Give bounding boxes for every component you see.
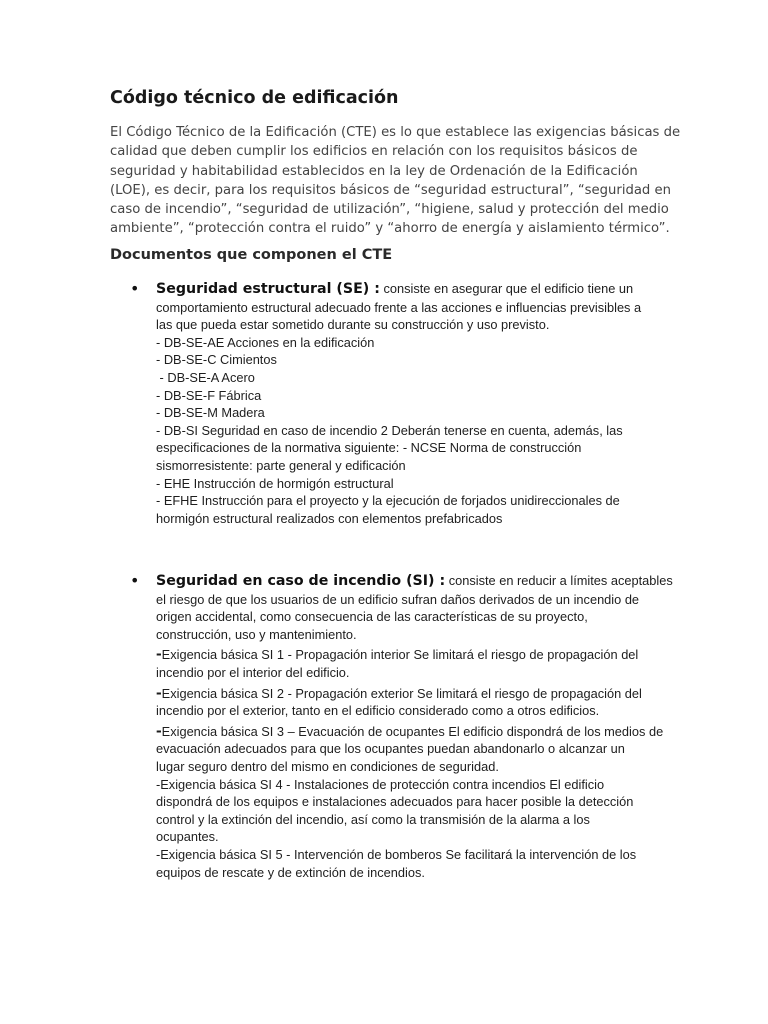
section-se-line: - EFHE Instrucción para el proyecto y la ejecución de forjados unidireccionales de <box>156 493 620 509</box>
section-se-line: sismorresistente: parte general y edificación <box>156 457 406 473</box>
intro-line: ambiente”, “protección contra el ruido” y “ahorro de energía y aislamiento térmico”. <box>110 221 670 237</box>
si1-line <box>156 646 666 664</box>
si3-line <box>156 720 666 741</box>
si3-line: evacuación adecuados para que los ocupantes puedan abandonarlo o alcanzar un <box>156 741 625 757</box>
section-si-line: construcción, uso y mantenimiento. <box>156 626 357 642</box>
intro-paragraph <box>110 123 681 239</box>
si1-text: Exigencia básica SI 1 - Propagación interior Se limitará el riesgo de propagación del <box>161 647 639 663</box>
si3-text: Exigencia básica SI 3 – Evacuación de ocupantes El edificio dispondrá de los medios de <box>161 723 664 739</box>
si4-line: -Exigencia básica SI 4 - Instalaciones de protección contra incendios El edificio <box>156 776 605 792</box>
section-si-line: el riesgo de que los usuarios de un edificio sufran daños derivados de un incendio de <box>156 591 640 607</box>
section-se-head <box>156 280 666 299</box>
section-se-line: las que pueda estar sometido durante su construcción y uso previsto. <box>156 317 550 333</box>
intro-line: (LOE), es decir, para los requisitos básicos de “seguridad estructural”, “seguridad en <box>110 182 671 198</box>
bullet-si: • <box>130 571 140 590</box>
si3-line: lugar seguro dentro del mismo en condiciones de seguridad. <box>156 758 499 774</box>
section-se-head-text: consiste en asegurar que el edificio tiene un <box>379 281 634 296</box>
section-se-label: Seguridad estructural (SE) : <box>156 281 380 297</box>
page-title: Código técnico de edificación <box>110 88 399 108</box>
section-subtitle: Documentos que componen el CTE <box>110 247 393 263</box>
section-se-line: - DB-SE-AE Acciones en la edificación <box>156 334 375 350</box>
section-si-head <box>156 572 673 591</box>
si4-line: ocupantes. <box>156 829 219 845</box>
si2-text: Exigencia básica SI 2 - Propagación exterior Se limitará el riesgo de propagación del <box>161 685 642 701</box>
intro-line: El Código Técnico de la Edificación (CTE) es lo que establece las exigencias básicas de <box>110 125 681 140</box>
section-se-line: - DB-SE-M Madera <box>156 405 265 421</box>
si5-line: equipos de rescate y de extinción de incendios. <box>156 864 425 880</box>
intro-line: caso de incendio”, “seguridad de utilización”, “higiene, salud y protección del medio <box>110 202 669 218</box>
section-si-label: Seguridad en caso de incendio (SI) : <box>156 573 446 589</box>
section-se-line: especificaciones de la normativa siguiente: - NCSE Norma de construcción <box>156 440 582 456</box>
si3-dash: - <box>156 720 162 740</box>
section-se-line: - DB-SI Seguridad en caso de incendio 2 Deberán tenerse en cuenta, además, las <box>156 422 623 438</box>
intro-line: calidad que deben cumplir los edificios en relación con los requisitos básicos de <box>110 144 638 160</box>
section-se-line: - EHE Instrucción de hormigón estructural <box>156 475 394 491</box>
section-seguridad-estructural <box>156 280 666 527</box>
si2-line: incendio por el exterior, tanto en el edificio considerado como a otros edificios. <box>156 703 600 719</box>
intro-line: seguridad y habitabilidad establecidos en la ley de Ordenación de la Edificación <box>110 163 638 179</box>
section-se-line: comportamiento estructural adecuado frente a las acciones e influencias previsibles a <box>156 299 642 315</box>
si2-line <box>156 682 666 703</box>
si5-line: -Exigencia básica SI 5 - Intervención de bomberos Se facilitará la intervención de los <box>156 846 637 862</box>
section-seguridad-incendio <box>156 572 673 881</box>
section-si-head-text: consiste en reducir a límites aceptables <box>445 573 673 588</box>
si4-line: dispondrá de los equipos e instalaciones adecuados para hacer posible la detección <box>156 794 634 810</box>
section-se-line: - DB-SE-A Acero <box>156 369 255 385</box>
si1-dash: - <box>156 644 162 664</box>
si2-dash: - <box>156 682 162 702</box>
section-si-line: origen accidental, como consecuencia de las características de su proyecto, <box>156 609 588 625</box>
section-se-line: - DB-SE-F Fábrica <box>156 387 262 403</box>
section-se-line: hormigón estructural realizados con elementos prefabricados <box>156 510 503 526</box>
bullet-se: • <box>130 279 140 298</box>
si1-line: incendio por el interior del edificio. <box>156 664 350 680</box>
si4-line: control y la extinción del incendio, así como la transmisión de la alarma a los <box>156 811 590 827</box>
section-se-line: - DB-SE-C Cimientos <box>156 352 277 368</box>
